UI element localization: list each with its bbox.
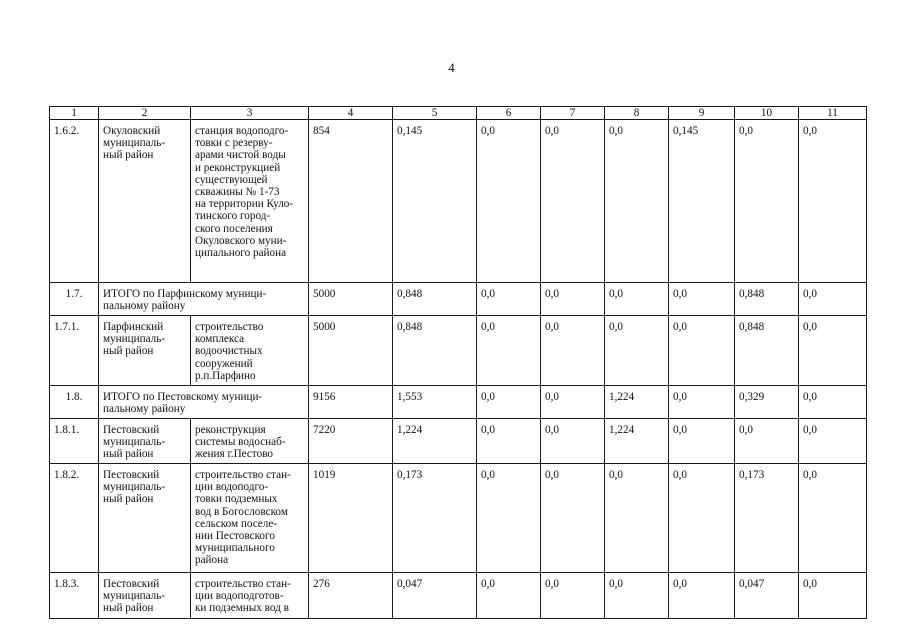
value-cell: 5000 — [309, 283, 393, 316]
value-cell: 0,173 — [393, 464, 477, 573]
value-cell: 0,0 — [477, 120, 541, 283]
column-header: 5 — [393, 107, 477, 120]
page-number: 4 — [448, 60, 455, 75]
value-cell: 0,047 — [393, 573, 477, 619]
value-cell: 0,0 — [541, 573, 605, 619]
value-cell: 0,0 — [477, 464, 541, 573]
table-row — [50, 419, 867, 464]
value-cell: 0,0 — [799, 419, 867, 464]
value-cell: 0,0 — [477, 573, 541, 619]
value-cell: 0,329 — [735, 386, 799, 419]
value-cell: 0,0 — [541, 386, 605, 419]
value-cell: 0,0 — [541, 464, 605, 573]
table-row — [50, 316, 867, 386]
value-cell: 0,0 — [669, 386, 735, 419]
value-cell: 0,0 — [799, 120, 867, 283]
value-cell: 0,0 — [605, 120, 669, 283]
value-cell: 0,0 — [669, 464, 735, 573]
table-header-row — [50, 107, 867, 120]
value-cell: 7220 — [309, 419, 393, 464]
value-cell: 9156 — [309, 386, 393, 419]
budget-table — [49, 106, 867, 619]
district-cell: Пестовский муниципаль- ный район — [99, 573, 191, 619]
column-header: 11 — [799, 107, 867, 120]
value-cell: 0,0 — [541, 316, 605, 386]
subtotal-row — [50, 386, 867, 419]
column-header: 7 — [541, 107, 605, 120]
column-header: 2 — [99, 107, 191, 120]
object-cell: станция водоподго- товки с резерву- арами чистой воды и реконструкцией существующей скважины № 1-73 на территории Куло- тинского город- ского поселения Окуловского муни- ципального района — [191, 120, 309, 283]
value-cell: 0,145 — [393, 120, 477, 283]
value-cell: 1,224 — [393, 419, 477, 464]
row-number-cell: 1.8.3. — [50, 573, 99, 619]
value-cell: 854 — [309, 120, 393, 283]
object-cell: строительство стан- ции водоподготов- ки подземных вод в — [191, 573, 309, 619]
row-number-cell: 1.8. — [50, 386, 99, 419]
value-cell: 1019 — [309, 464, 393, 573]
value-cell: 0,0 — [477, 386, 541, 419]
value-cell: 0,145 — [669, 120, 735, 283]
value-cell: 0,848 — [393, 283, 477, 316]
value-cell: 0,0 — [735, 419, 799, 464]
value-cell: 0,0 — [605, 464, 669, 573]
value-cell: 0,0 — [799, 386, 867, 419]
column-header: 10 — [735, 107, 799, 120]
value-cell: 0,0 — [605, 283, 669, 316]
object-cell: строительство стан- ции водоподго- товки подземных вод в Богословском сельском поселе- нии Пестовского муниципального района — [191, 464, 309, 573]
object-cell: реконструкция системы водоснаб- жения г.Пестово — [191, 419, 309, 464]
value-cell: 0,0 — [541, 283, 605, 316]
value-cell: 0,0 — [605, 316, 669, 386]
value-cell: 276 — [309, 573, 393, 619]
row-number-cell: 1.8.2. — [50, 464, 99, 573]
column-header: 4 — [309, 107, 393, 120]
value-cell: 1,224 — [605, 386, 669, 419]
district-cell: Парфинский муниципаль- ный район — [99, 316, 191, 386]
value-cell: 0,047 — [735, 573, 799, 619]
table-row — [50, 120, 867, 283]
value-cell: 1,224 — [605, 419, 669, 464]
row-number-cell: 1.8.1. — [50, 419, 99, 464]
object-cell: строительство комплекса водоочистных сооружений р.п.Парфино — [191, 316, 309, 386]
value-cell: 0,0 — [669, 316, 735, 386]
value-cell: 0,848 — [735, 316, 799, 386]
district-cell: Окуловский муниципаль- ный район — [99, 120, 191, 283]
subtotal-label-cell: ИТОГО по Парфинскому муници- пальному району — [99, 283, 309, 316]
value-cell: 0,0 — [477, 316, 541, 386]
row-number-cell: 1.7.1. — [50, 316, 99, 386]
column-header: 8 — [605, 107, 669, 120]
value-cell: 0,848 — [393, 316, 477, 386]
value-cell: 5000 — [309, 316, 393, 386]
value-cell: 0,0 — [799, 464, 867, 573]
value-cell: 0,0 — [799, 573, 867, 619]
column-header: 9 — [669, 107, 735, 120]
column-header: 1 — [50, 107, 99, 120]
value-cell: 0,0 — [799, 283, 867, 316]
subtotal-row — [50, 283, 867, 316]
row-number-cell: 1.7. — [50, 283, 99, 316]
table-row — [50, 573, 867, 619]
value-cell: 0,0 — [477, 283, 541, 316]
district-cell: Пестовский муниципаль- ный район — [99, 464, 191, 573]
value-cell: 0,0 — [669, 573, 735, 619]
value-cell: 0,0 — [735, 120, 799, 283]
row-number-cell: 1.6.2. — [50, 120, 99, 283]
value-cell: 1,553 — [393, 386, 477, 419]
value-cell: 0,848 — [735, 283, 799, 316]
value-cell: 0,0 — [669, 419, 735, 464]
value-cell: 0,173 — [735, 464, 799, 573]
value-cell: 0,0 — [799, 316, 867, 386]
value-cell: 0,0 — [605, 573, 669, 619]
value-cell: 0,0 — [541, 419, 605, 464]
subtotal-label-cell: ИТОГО по Пестовскому муници- пальному району — [99, 386, 309, 419]
column-header: 6 — [477, 107, 541, 120]
table-row — [50, 464, 867, 573]
column-header: 3 — [191, 107, 309, 120]
value-cell: 0,0 — [669, 283, 735, 316]
district-cell: Пестовский муниципаль- ный район — [99, 419, 191, 464]
value-cell: 0,0 — [477, 419, 541, 464]
value-cell: 0,0 — [541, 120, 605, 283]
